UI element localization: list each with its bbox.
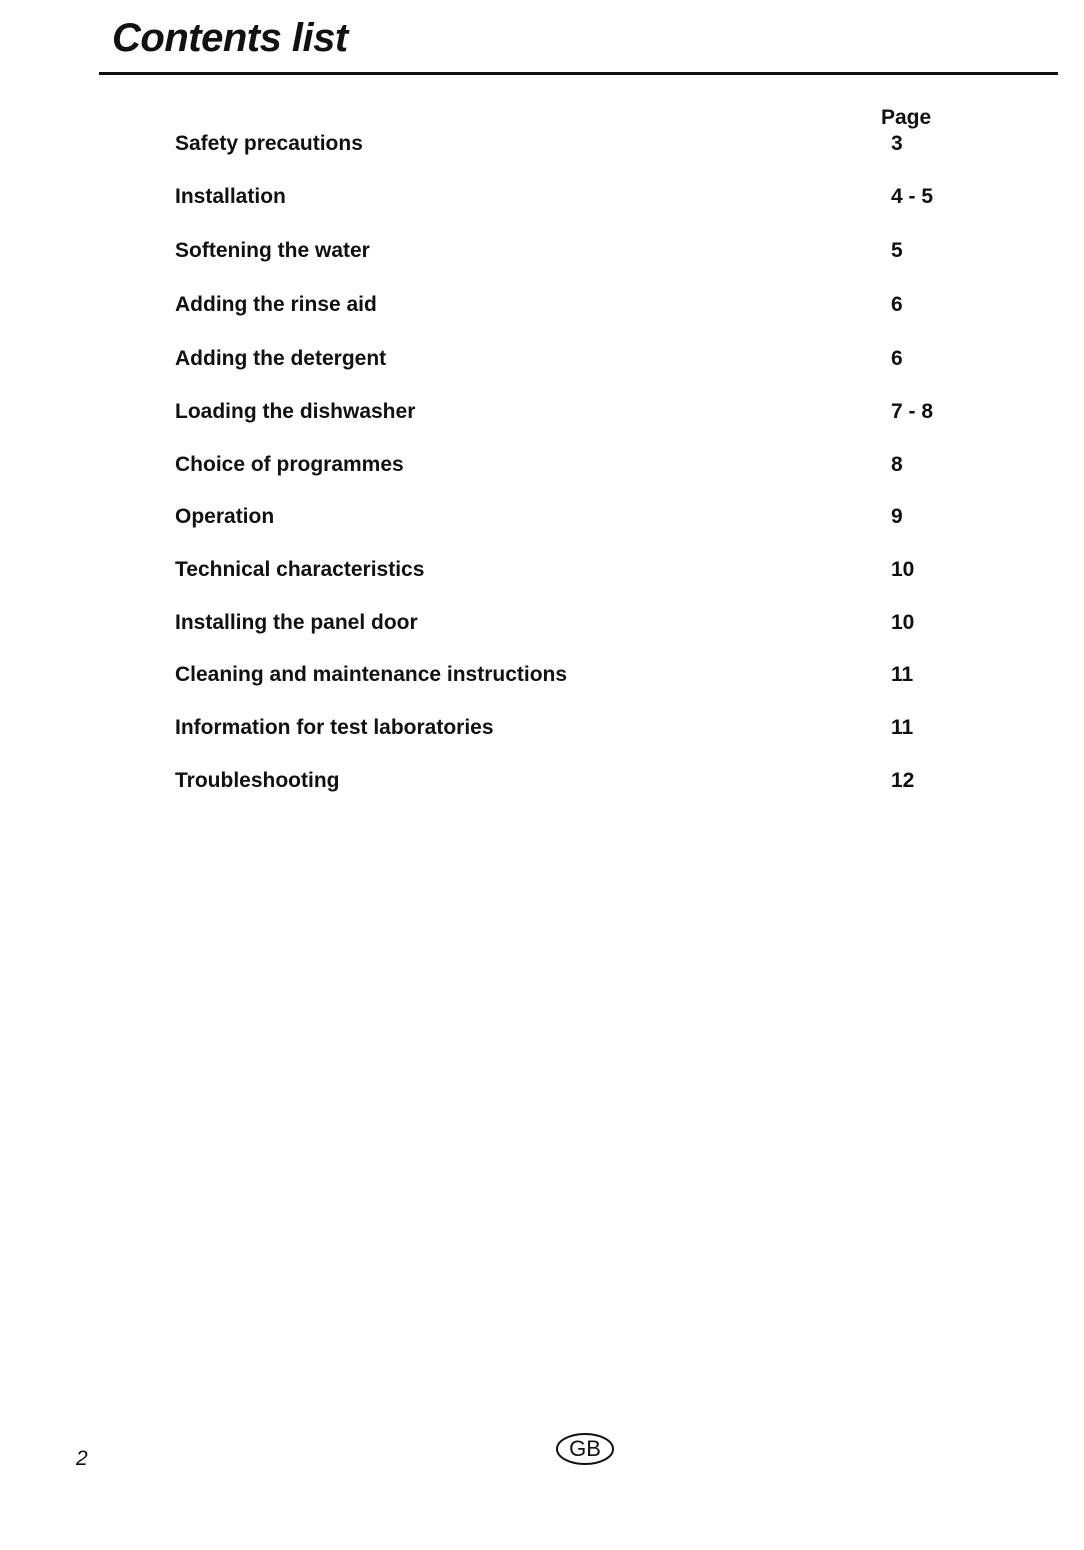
toc-entry bbox=[0, 716, 1084, 746]
toc-entry-page: 8 bbox=[891, 453, 903, 476]
toc-entry-page: 5 bbox=[891, 239, 903, 262]
toc-entry bbox=[0, 400, 1084, 430]
toc-entry-page: 9 bbox=[891, 505, 903, 528]
toc-entry-label: Choice of programmes bbox=[175, 453, 404, 476]
toc-entry-page: 3 bbox=[891, 132, 903, 155]
toc-entry bbox=[0, 611, 1084, 641]
toc-entry-label: Safety precautions bbox=[175, 132, 363, 155]
toc-entry-page: 6 bbox=[891, 347, 903, 370]
toc-entry-label: Technical characteristics bbox=[175, 558, 425, 581]
toc-entry bbox=[0, 505, 1084, 535]
title-divider bbox=[99, 72, 1058, 75]
country-badge-label: GB bbox=[569, 1436, 601, 1461]
toc-entry bbox=[0, 663, 1084, 693]
toc-entry-page: 11 bbox=[891, 663, 914, 686]
toc-entry-page: 6 bbox=[891, 293, 903, 316]
toc-entry bbox=[0, 453, 1084, 483]
toc-entry-label: Adding the rinse aid bbox=[175, 293, 377, 316]
toc-entry-page: 12 bbox=[891, 769, 915, 792]
toc-entry bbox=[0, 293, 1084, 323]
toc-entry bbox=[0, 558, 1084, 588]
page-column-heading: Page bbox=[881, 106, 932, 129]
toc-entry-page: 7 - 8 bbox=[891, 400, 934, 423]
toc-entry-label: Loading the dishwasher bbox=[175, 400, 416, 423]
toc-entry bbox=[0, 347, 1084, 377]
toc-entry bbox=[0, 769, 1084, 799]
toc-entry bbox=[0, 239, 1084, 269]
toc-entry-page: 4 - 5 bbox=[891, 185, 934, 208]
toc-entry-label: Installation bbox=[175, 185, 286, 208]
page-number: 2 bbox=[76, 1447, 88, 1470]
toc-entry bbox=[0, 132, 1084, 162]
toc-entry-page: 11 bbox=[891, 716, 914, 739]
toc-entry-label: Operation bbox=[175, 505, 275, 528]
toc-entry-label: Softening the water bbox=[175, 239, 370, 262]
toc-entry bbox=[0, 185, 1084, 215]
toc-entry-label: Information for test laboratories bbox=[175, 716, 494, 739]
toc-entry-label: Adding the detergent bbox=[175, 347, 387, 370]
toc-entry-page: 10 bbox=[891, 611, 915, 634]
country-badge bbox=[555, 1432, 615, 1466]
toc-entry-label: Troubleshooting bbox=[175, 769, 340, 792]
toc-entry-label: Installing the panel door bbox=[175, 611, 418, 634]
page-title: Contents list bbox=[112, 16, 348, 60]
toc-entry-page: 10 bbox=[891, 558, 915, 581]
toc-entry-label: Cleaning and maintenance instructions bbox=[175, 663, 568, 686]
